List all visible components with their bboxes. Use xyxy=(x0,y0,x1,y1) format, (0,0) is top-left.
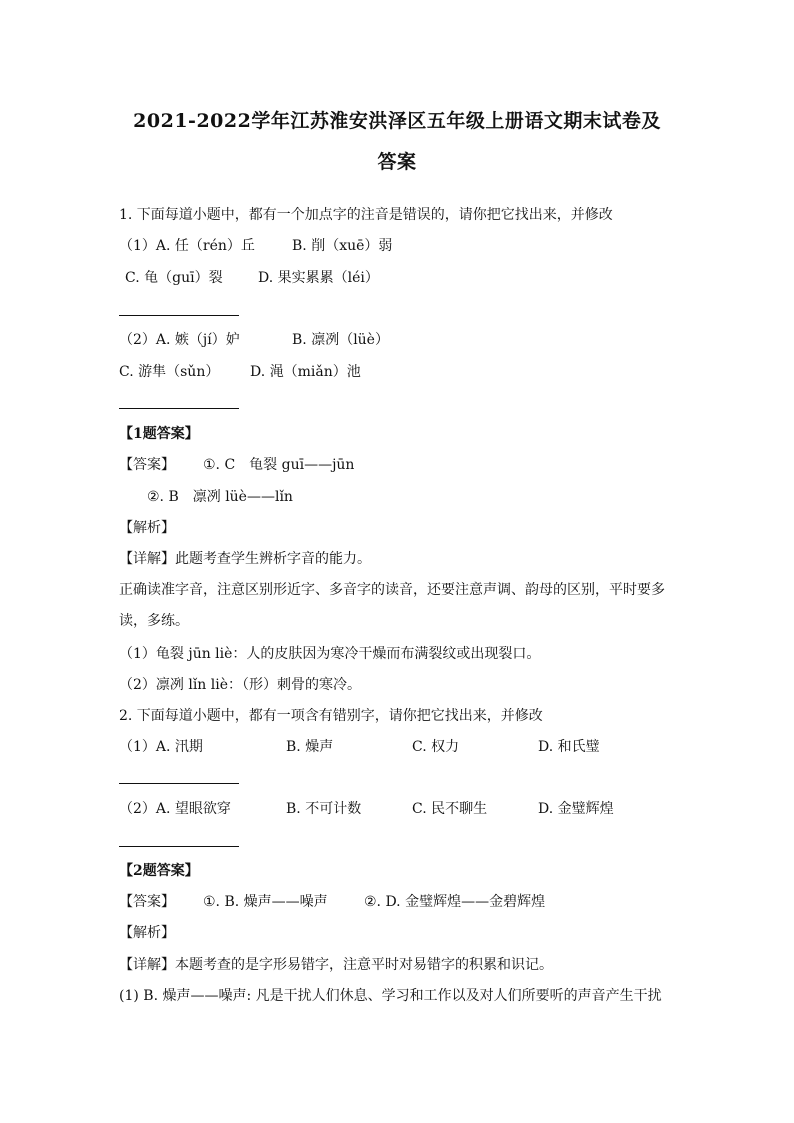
question-1-stem: 1. 下面每道小题中，都有一个加点字的注音是错误的，请你把它找出来，并修改 xyxy=(119,207,613,223)
question-1-part-1-option-c: C. 龟（guī）裂 xyxy=(125,270,223,286)
document-title-continued: 答案 xyxy=(377,151,417,173)
answer-blank-line xyxy=(119,783,239,784)
question-2-answer-1: ①. B. 燥声——噪声 xyxy=(203,894,328,910)
answer-blank-line xyxy=(119,408,239,409)
question-1-note-2: （2）凛冽 lǐn liè：（形）刺骨的寒冷。 xyxy=(119,677,362,693)
question-1-part-1-option-d: D. 果实累累（léi） xyxy=(258,270,379,286)
question-2-part-2-option-c: C. 民不聊生 xyxy=(412,801,488,817)
answer-blank-line xyxy=(119,846,239,847)
question-1-answer-header: 【1题答案】 xyxy=(119,426,199,442)
question-2-part-1-option-c: C. 权力 xyxy=(412,739,460,755)
question-1-part-2-option-b: B. 凛冽（lüè） xyxy=(292,332,389,348)
question-2-answer-header: 【2题答案】 xyxy=(119,863,199,879)
question-1-answer-2: ②. B 凛冽 lüè——lǐn xyxy=(147,489,293,505)
question-1-answer-label: 【答案】 xyxy=(119,457,175,473)
question-1-explanation: 正确读准字音，注意区别形近字、多音字的读音，还要注意声调、韵母的区别，平时要多读，多练。 xyxy=(119,582,665,629)
question-2-answer-label: 【答案】 xyxy=(119,894,175,910)
question-2-part-2-option-a: （2）A. 望眼欲穿 xyxy=(119,801,231,817)
question-2-part-2-option-d: D. 金璧辉煌 xyxy=(538,801,614,817)
question-1-part-2-option-d: D. 渑（miǎn）池 xyxy=(250,364,361,380)
question-2-detail: 【详解】本题考查的是字形易错字，注意平时对易错字的积累和识记。 xyxy=(119,957,553,973)
answer-blank-line xyxy=(119,315,239,316)
question-1-analysis-label: 【解析】 xyxy=(119,520,175,536)
question-1-part-1-option-b: B. 削（xuē）弱 xyxy=(292,238,393,254)
question-2-part-1-option-b: B. 燥声 xyxy=(286,739,334,755)
question-1-note-1: （1）龟裂 jūn liè：人的皮肤因为寒冷干燥而布满裂纹或出现裂口。 xyxy=(119,646,541,662)
question-1-part-2-option-c: C. 游隼（sǔn） xyxy=(119,364,220,380)
question-2-analysis-label: 【解析】 xyxy=(119,925,175,941)
question-2-note-1: (1) B. 燥声——噪声: 凡是干扰人们休息、学习和工作以及对人们所要听的声音产生干扰 xyxy=(119,988,662,1004)
question-2-part-1-option-a: （1）A. 汛期 xyxy=(119,739,203,755)
question-2-part-1-option-d: D. 和氏璧 xyxy=(538,739,600,755)
question-2-answer-2: ②. D. 金璧辉煌——金碧辉煌 xyxy=(364,894,546,910)
question-1-answer-1: ①. C 龟裂 guī——jūn xyxy=(203,457,355,473)
question-2-part-2-option-b: B. 不可计数 xyxy=(286,801,362,817)
question-1-part-1-option-a: （1）A. 任（rén）丘 xyxy=(119,238,255,254)
question-1-detail: 【详解】此题考查学生辨析字音的能力。 xyxy=(119,551,371,567)
document-title: 2021-2022学年江苏淮安洪泽区五年级上册语文期末试卷及 xyxy=(133,110,661,132)
question-1-part-2-option-a: （2）A. 嫉（jí）妒 xyxy=(119,332,240,348)
question-2-stem: 2. 下面每道小题中，都有一项含有错别字，请你把它找出来，并修改 xyxy=(119,708,543,724)
